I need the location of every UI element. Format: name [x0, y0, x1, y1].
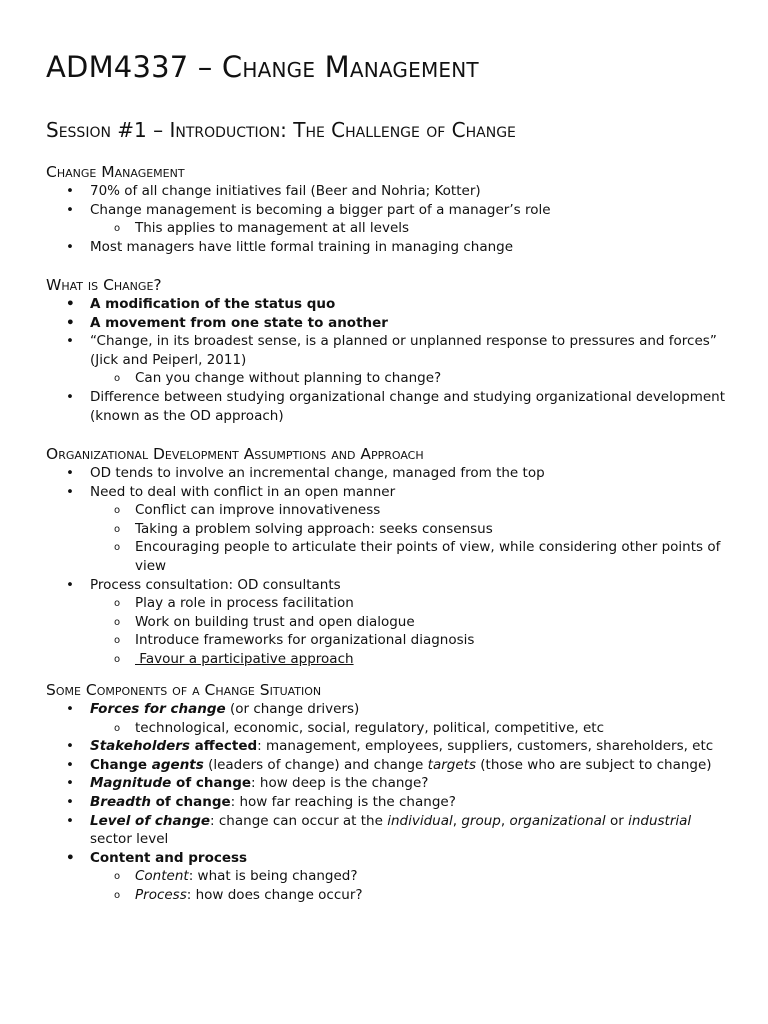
term: Change [90, 756, 152, 773]
sub-bullet-glyph: o [114, 722, 121, 734]
list-item [0, 483, 730, 502]
bullet-glyph: • [66, 812, 74, 829]
sub-bullet-glyph: o [114, 223, 121, 235]
sub-bullet-glyph: o [114, 653, 121, 665]
bullet-list [0, 700, 768, 905]
bullet-list [0, 464, 768, 669]
sub-list-item [0, 501, 735, 520]
sub-list-item [0, 520, 735, 539]
list-item-text: (leaders of change) and change [203, 756, 428, 773]
term: Content [135, 868, 189, 885]
list-item-text: Change management is becoming a bigger part of a manager’s role [90, 201, 551, 218]
sub-list-item [0, 631, 735, 650]
term: Forces for change [90, 701, 226, 717]
sub-bullet-glyph: o [114, 871, 121, 883]
list-item-text: (or change drivers) [225, 701, 360, 717]
list-item-text: Encouraging people to articulate their points of view, while considering other points of view [135, 539, 721, 574]
bullet-glyph: • [66, 756, 74, 773]
list-item-text: “Change, in its broadest sense, is a planned or unplanned response to pressures and forces” (Jick and Peiperl, 2011) [90, 333, 717, 368]
list-item-text: : how deep is the change? [251, 775, 429, 792]
term: Stakeholders [90, 738, 190, 755]
list-item [0, 464, 730, 483]
list-item [0, 812, 730, 849]
bullet-glyph: • [66, 314, 75, 331]
sub-bullet-glyph: o [114, 505, 121, 517]
list-item-text: This applies to management at all levels [135, 220, 410, 237]
list-item-text: or [605, 812, 629, 829]
list-item-text: Need to deal with conflict in an open manner [90, 483, 396, 500]
sub-list-item [0, 594, 735, 613]
bullet-glyph: • [66, 465, 74, 481]
list-item [0, 774, 730, 793]
sub-bullet-glyph: o [114, 523, 121, 535]
list-item [0, 388, 730, 425]
document-title: ADM4337 – Change Management [46, 50, 479, 84]
sub-list-item [0, 719, 735, 738]
list-item-text: Difference between studying organizational change and studying organizational development (known as the OD approach) [90, 388, 726, 424]
list-item [0, 332, 730, 369]
bullet-glyph: • [66, 183, 74, 199]
term: agents [151, 756, 204, 773]
bullet-glyph: • [66, 388, 74, 405]
sub-list-item [0, 650, 735, 669]
term: Breadth [90, 793, 151, 810]
list-item-text: Can you change without planning to change? [135, 370, 442, 387]
sub-bullet-glyph: o [114, 635, 121, 647]
bullet-list [0, 182, 768, 256]
emphasis: group [461, 812, 501, 829]
sub-list-item [0, 867, 735, 886]
term: Level of change [90, 812, 211, 829]
sub-list-item [0, 613, 735, 632]
bullet-glyph: • [66, 333, 74, 350]
list-item-text: A modification of the status quo [90, 296, 336, 312]
list-item-text: Most managers have little formal training in managing change [90, 238, 514, 255]
emphasis: targets [427, 756, 476, 773]
term: Magnitude [90, 775, 172, 792]
list-item-text: , [452, 812, 462, 829]
list-item [0, 201, 730, 220]
sub-list-item [0, 369, 735, 388]
section-heading: What is Change? [46, 276, 162, 294]
list-item-text: 70% of all change initiatives fail (Beer and Nohria; Kotter) [90, 183, 481, 199]
section-heading: Organizational Development Assumptions and Approach [46, 445, 424, 463]
list-item-text: , [500, 812, 510, 829]
emphasis: industrial [628, 812, 692, 829]
bullet-glyph: • [66, 296, 75, 312]
list-item-text: : what is being changed? [188, 868, 358, 885]
section-heading: Change Management [46, 163, 185, 181]
section-components [0, 680, 768, 905]
list-item [0, 793, 730, 812]
list-item [0, 756, 730, 775]
list-item-text: technological, economic, social, regulatory, political, competitive, etc [135, 719, 605, 736]
bullet-list [0, 295, 768, 425]
bullet-glyph: • [66, 775, 74, 792]
term: of change [171, 775, 252, 792]
bullet-glyph: • [66, 576, 74, 593]
list-item [0, 737, 730, 756]
section-od-assumptions [0, 444, 768, 669]
list-item-text: : how does change occur? [186, 886, 363, 903]
list-item-text: : how far reaching is the change? [230, 793, 456, 810]
emphasis: organizational [509, 812, 606, 829]
list-item-text: Favour a participative approach [135, 650, 354, 667]
sub-bullet-glyph: o [114, 542, 121, 554]
list-item-text: : change can occur at the [210, 812, 388, 829]
bullet-glyph: • [66, 793, 74, 810]
session-title: Session #1 – Introduction: The Challenge of Change [46, 118, 516, 142]
bullet-glyph: • [66, 849, 75, 866]
list-item-text: Content and process [90, 849, 248, 866]
list-item-text: (those who are subject to change) [475, 756, 712, 773]
sub-list-item [0, 219, 735, 238]
section-change-management [0, 162, 768, 256]
bullet-glyph: • [66, 483, 74, 500]
list-item-text: Taking a problem solving approach: seeks consensus [135, 520, 493, 537]
bullet-glyph: • [66, 201, 74, 218]
list-item [0, 849, 730, 868]
list-item-text: Conflict can improve innovativeness [135, 502, 381, 519]
term: affected [189, 738, 258, 755]
list-item [0, 576, 730, 595]
bullet-glyph: • [66, 738, 74, 755]
sub-bullet-glyph: o [114, 598, 121, 610]
bullet-glyph: • [66, 238, 74, 255]
list-item-text: : management, employees, suppliers, customers, shareholders, etc [257, 738, 714, 755]
emphasis: individual [387, 812, 453, 829]
list-item-text: sector level [90, 831, 169, 848]
list-item-text: A movement from one state to another [90, 314, 388, 331]
list-item-text: Process consultation: OD consultants [90, 576, 341, 593]
sub-bullet-glyph: o [114, 889, 121, 901]
list-item [0, 314, 730, 333]
list-item-text: Play a role in process facilitation [135, 595, 354, 612]
section-heading: Some Components of a Change Situation [46, 681, 322, 699]
term: of change [150, 793, 231, 810]
sub-list-item [0, 886, 735, 905]
list-item [0, 182, 730, 201]
bullet-glyph: • [66, 701, 74, 717]
list-item [0, 295, 730, 314]
list-item-text: Introduce frameworks for organizational diagnosis [135, 632, 475, 649]
list-item [0, 238, 730, 257]
list-item-text: Work on building trust and open dialogue [135, 613, 415, 630]
list-item [0, 700, 730, 719]
sub-bullet-glyph: o [114, 616, 121, 628]
sub-bullet-glyph: o [114, 373, 121, 385]
section-what-is-change [0, 275, 768, 425]
sub-list-item [0, 538, 735, 575]
list-item-text: OD tends to involve an incremental change, managed from the top [90, 465, 545, 481]
term: Process [135, 886, 187, 903]
